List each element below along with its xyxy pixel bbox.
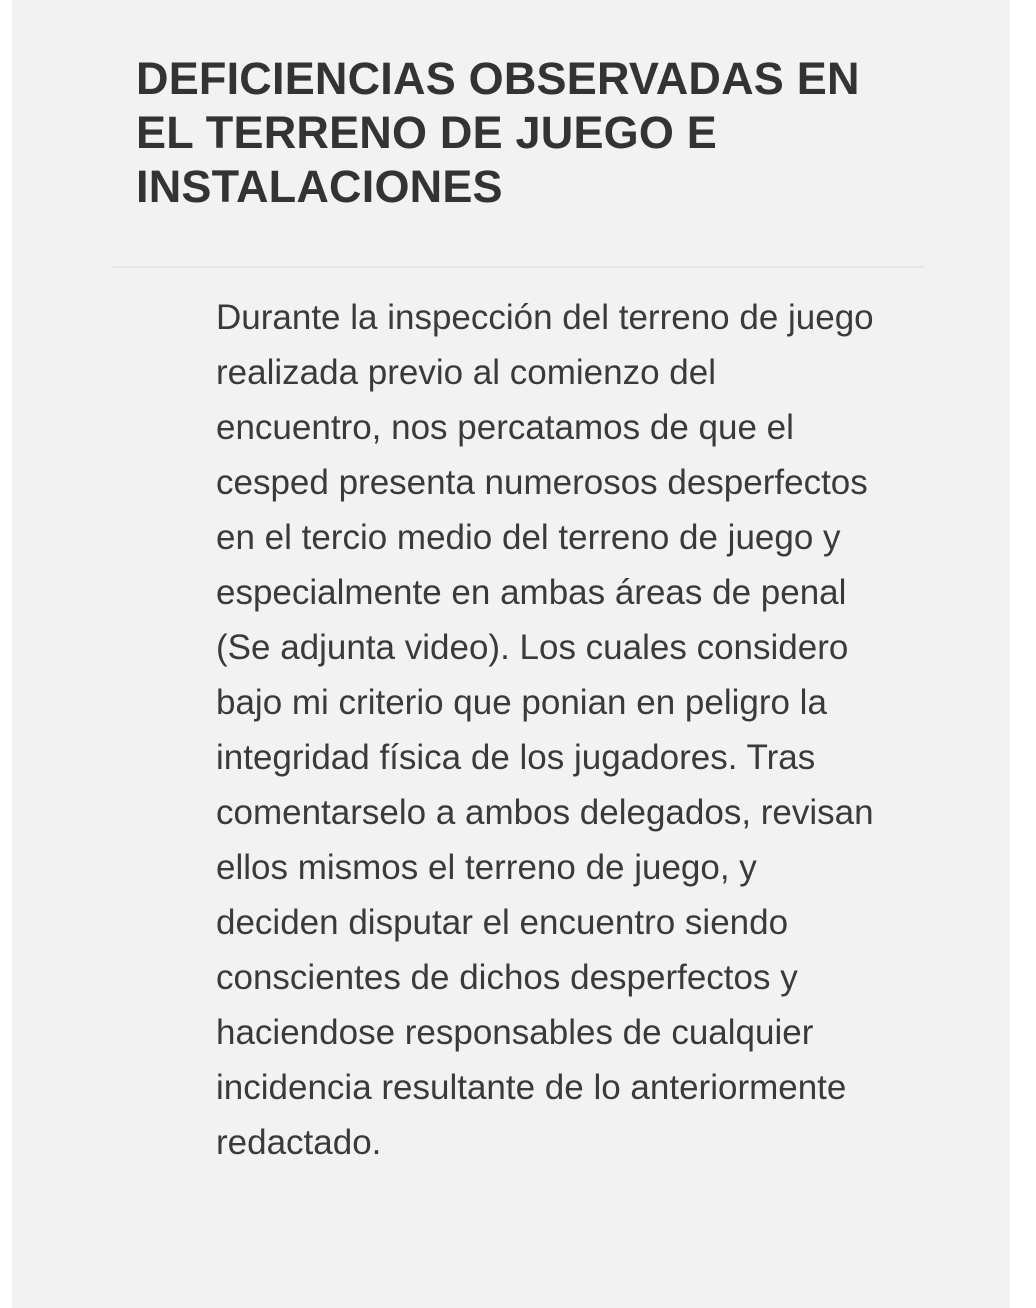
report-section-card [12,0,1010,1308]
section-divider [112,266,924,268]
section-title: DEFICIENCIAS OBSERVADAS EN EL TERRENO DE JUEGO E INSTALACIONES [136,53,860,212]
section-body-text: Durante la inspección del terreno de juego realizada previo al comienzo del encuentro, nos percatamos de que el cesped presenta numerosos desperfectos en el tercio medio del terreno de juego y especialmente en ambas áreas de penal (Se adjunta video). Los cuales considero bajo mi criterio que ponian en peligro la integridad física de los jugadores. Tras comentarselo a ambos delegados, revisan ellos mismos el terreno de juego, y deciden disputar el encuentro siendo conscientes de dichos desperfectos y haciendose responsables de cualquier incidencia resultante de lo anteriormente redactado. [216,298,874,1162]
